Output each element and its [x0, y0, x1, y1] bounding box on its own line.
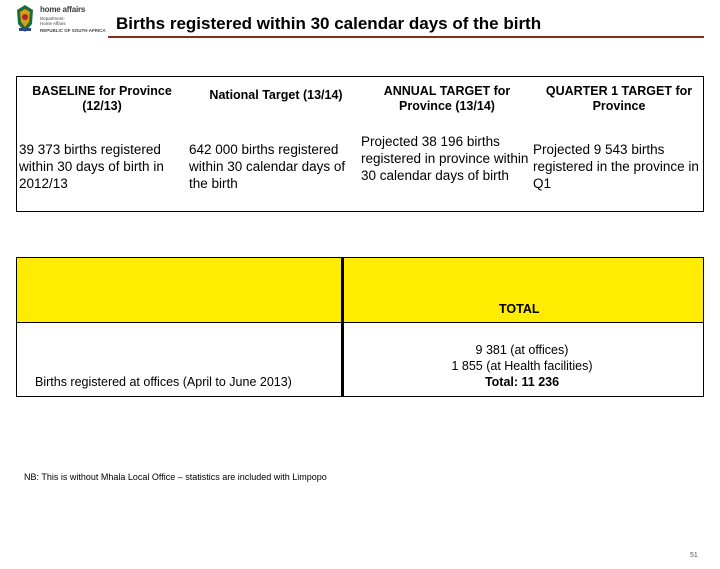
coat-of-arms-icon: [14, 4, 36, 34]
logo-line-1: Department:: [40, 16, 65, 21]
total-label: TOTAL: [499, 302, 540, 316]
offices-period-label: Births registered at offices (April to June 2013): [35, 375, 292, 389]
column-divider: [341, 257, 344, 397]
offices-count: 9 381 (at offices): [475, 343, 569, 357]
cell-baseline: 39 373 births registered within 30 days of birth in 2012/13: [19, 142, 164, 191]
health-facilities-count: 1 855 (at Health facilities): [451, 359, 593, 373]
page-title: Births registered within 30 calendar days of the birth: [116, 14, 542, 33]
title-underline: [108, 36, 704, 38]
footnote: NB: This is without Mhala Local Office – statistics are included with Limpopo: [24, 472, 327, 482]
cell-annual-target: Projected 38 196 births registered in province within 30 calendar days of birth: [361, 134, 529, 183]
department-logo: [14, 4, 110, 34]
header-national-target: National Target (13/14): [209, 88, 343, 102]
page-number: 51: [690, 552, 698, 559]
highlight-row: [16, 257, 704, 323]
header-quarter-target: QUARTER 1 TARGET for Province: [545, 84, 693, 113]
logo-line-3: REPUBLIC OF SOUTH AFRICA: [40, 28, 106, 33]
targets-table: [16, 76, 704, 212]
cell-quarter-target: Projected 9 543 births registered in the province in Q1: [533, 142, 699, 191]
logo-line-2: Home Affairs: [40, 21, 66, 26]
total-count: Total: 11 236: [484, 375, 560, 389]
logo-brand: home affairs: [40, 5, 86, 14]
cell-national-target: 642 000 births registered within 30 calendar days of the birth: [189, 142, 346, 191]
header-annual-target: ANNUAL TARGET for Province (13/14): [383, 84, 511, 113]
results-values: [422, 342, 622, 390]
header-baseline: BASELINE for Province (12/13): [32, 84, 172, 113]
